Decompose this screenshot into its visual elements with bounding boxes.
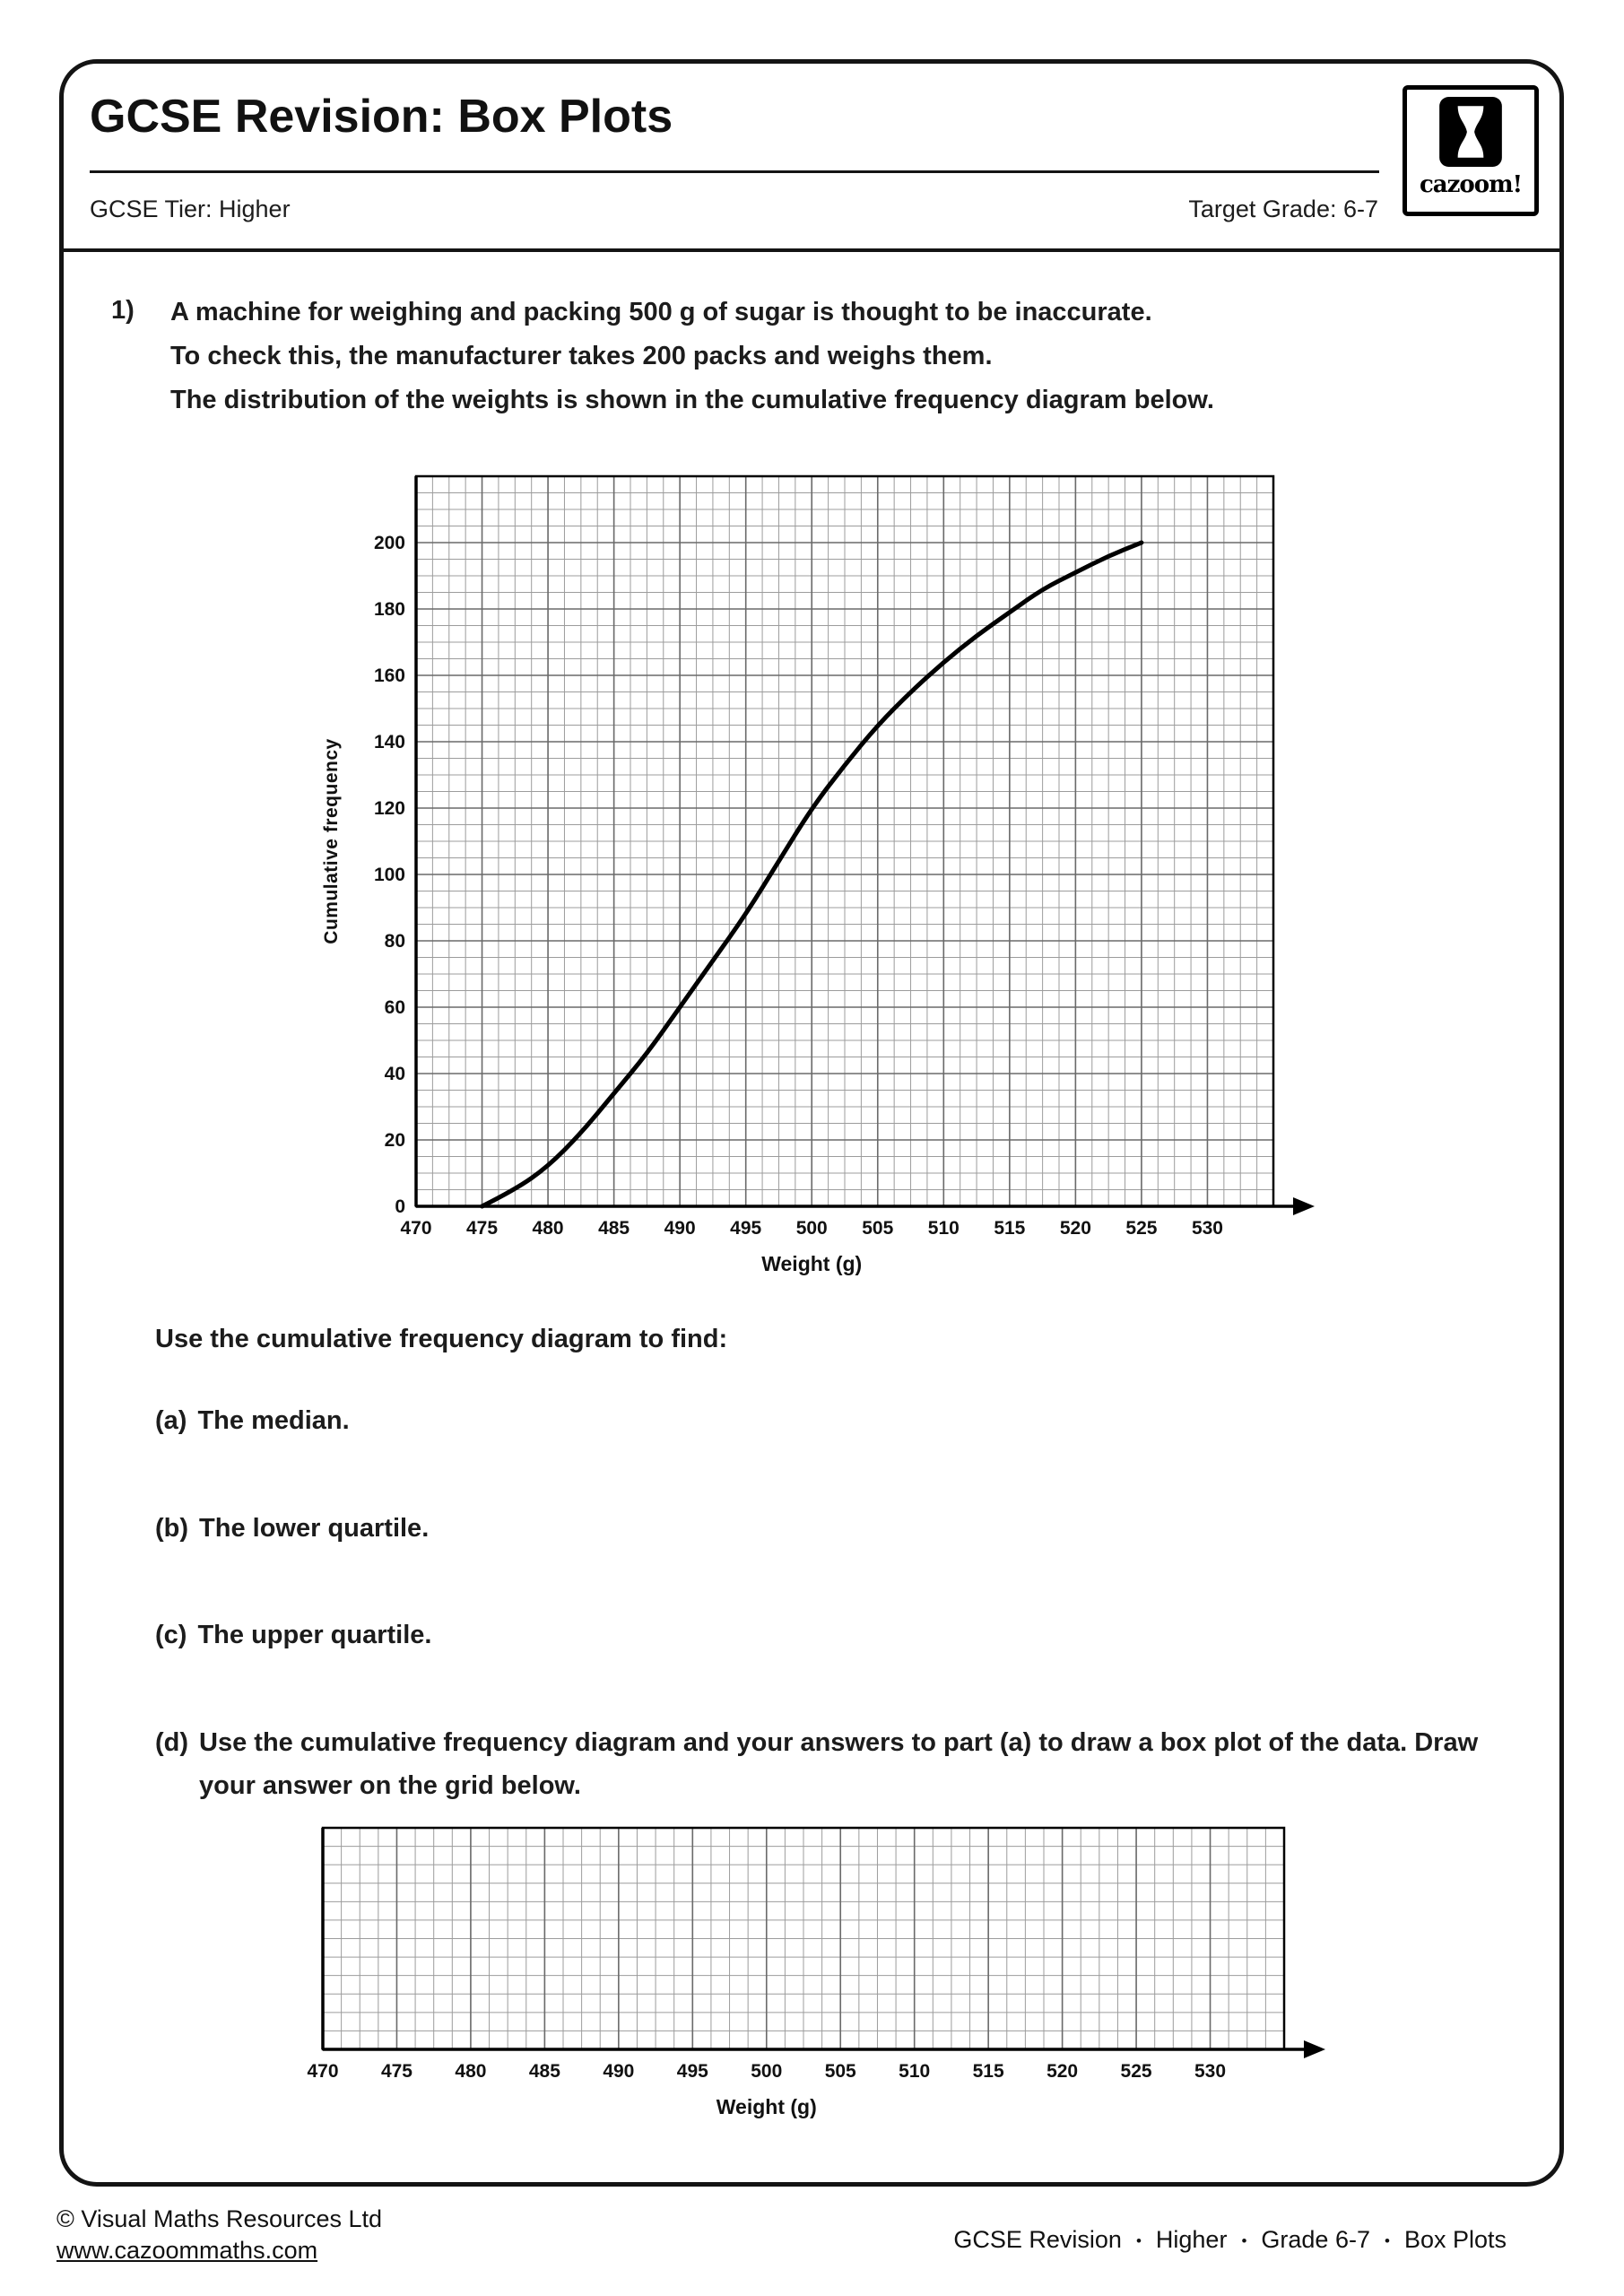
- svg-text:525: 525: [1120, 2061, 1152, 2082]
- svg-text:530: 530: [1194, 2061, 1227, 2082]
- footer-tag: GCSE Revision: [953, 2226, 1122, 2253]
- svg-text:495: 495: [730, 1218, 762, 1239]
- question-line: To check this, the manufacturer takes 200 packs and weighs them.: [170, 342, 993, 370]
- part-text: The lower quartile.: [199, 1514, 430, 1543]
- svg-text:475: 475: [380, 2061, 413, 2082]
- tick-labels: [374, 533, 1223, 1239]
- part-text: The upper quartile.: [197, 1621, 432, 1649]
- question-part-b: [155, 1507, 429, 1550]
- question-part-c: [155, 1613, 431, 1657]
- svg-text:200: 200: [373, 533, 405, 553]
- svg-text:60: 60: [384, 997, 405, 1018]
- part-text: Use the cumulative frequency diagram and your answers to part (a) to draw a box plot of the data. Draw your answer on the grid below.: [199, 1728, 1479, 1800]
- tier-label: GCSE Tier: Higher: [90, 196, 291, 222]
- target-grade-label: Target Grade: 6-7: [1188, 196, 1378, 222]
- cazoom-logo: [1403, 85, 1539, 216]
- svg-text:510: 510: [927, 1218, 960, 1239]
- svg-text:20: 20: [384, 1130, 405, 1151]
- svg-text:480: 480: [532, 1218, 564, 1239]
- axes: [323, 1828, 1325, 2058]
- svg-text:140: 140: [373, 732, 405, 752]
- find-prompt: Use the cumulative frequency diagram to find:: [155, 1325, 728, 1353]
- part-text: The median.: [197, 1406, 350, 1435]
- boxplot-answer-grid: [296, 1817, 1354, 2118]
- x-axis-title: Weight (g): [761, 1252, 863, 1275]
- svg-text:515: 515: [994, 1218, 1026, 1239]
- svg-text:520: 520: [1059, 1218, 1091, 1239]
- svg-text:40: 40: [384, 1064, 405, 1084]
- svg-text:120: 120: [373, 798, 405, 819]
- bullet-separator: •: [1135, 2231, 1142, 2249]
- question-part-d: [155, 1721, 1517, 1807]
- cumulative-frequency-chart: [287, 453, 1345, 1287]
- svg-text:485: 485: [598, 1218, 630, 1239]
- svg-text:500: 500: [751, 2061, 783, 2082]
- svg-text:505: 505: [824, 2061, 856, 2082]
- svg-text:475: 475: [466, 1218, 499, 1239]
- part-label: (d): [155, 1728, 189, 1757]
- grid-minor: [323, 1828, 1284, 2049]
- svg-text:495: 495: [676, 2061, 708, 2082]
- svg-text:100: 100: [373, 865, 405, 885]
- cazoom-logo-text: cazoom!: [1419, 171, 1523, 198]
- part-label: (a): [155, 1406, 187, 1435]
- title-underline: [90, 170, 1379, 173]
- footer-copyright: © Visual Maths Resources Ltd: [56, 2205, 383, 2232]
- x-axis-arrow: [1304, 2040, 1325, 2058]
- svg-text:80: 80: [384, 931, 405, 952]
- part-label: (c): [155, 1621, 187, 1649]
- svg-text:0: 0: [395, 1196, 405, 1217]
- svg-text:520: 520: [1046, 2061, 1079, 2082]
- question-line: A machine for weighing and packing 500 g of sugar is thought to be inaccurate.: [170, 298, 1152, 326]
- part-label: (b): [155, 1514, 189, 1543]
- svg-text:480: 480: [455, 2061, 487, 2082]
- svg-text:470: 470: [400, 1218, 432, 1239]
- svg-text:515: 515: [972, 2061, 1004, 2082]
- header-divider: [61, 248, 1562, 252]
- bullet-separator: •: [1384, 2231, 1390, 2249]
- footer-breadcrumb: [944, 2226, 1515, 2254]
- x-axis-arrow: [1293, 1197, 1315, 1215]
- footer-tag: Grade 6-7: [1261, 2226, 1370, 2253]
- y-axis-title: Cumulative frequency: [321, 738, 342, 944]
- footer-tag: Higher: [1155, 2226, 1228, 2253]
- question-text: [170, 296, 1214, 428]
- page-title: GCSE Revision: Box Plots: [90, 91, 673, 143]
- svg-text:530: 530: [1191, 1218, 1223, 1239]
- svg-text:490: 490: [603, 2061, 635, 2082]
- svg-text:180: 180: [373, 599, 405, 620]
- svg-text:525: 525: [1125, 1218, 1158, 1239]
- cazoom-logo-icon: [1432, 95, 1509, 173]
- x-axis-title: Weight (g): [716, 2095, 817, 2118]
- svg-text:470: 470: [307, 2061, 339, 2082]
- bullet-separator: •: [1241, 2231, 1247, 2249]
- footer-tag: Box Plots: [1403, 2226, 1507, 2253]
- svg-text:160: 160: [373, 665, 405, 686]
- grid-minor: [416, 476, 1273, 1206]
- question-number: 1): [111, 296, 135, 325]
- svg-text:485: 485: [528, 2061, 560, 2082]
- svg-text:490: 490: [664, 1218, 696, 1239]
- footer-website-link[interactable]: www.cazoommaths.com: [56, 2237, 318, 2264]
- svg-text:500: 500: [795, 1218, 828, 1239]
- axes: [416, 476, 1315, 1215]
- svg-text:510: 510: [899, 2061, 931, 2082]
- svg-text:505: 505: [862, 1218, 894, 1239]
- question-part-a: [155, 1399, 350, 1442]
- question-line: The distribution of the weights is shown in the cumulative frequency diagram below.: [170, 386, 1214, 414]
- tick-labels: [307, 2061, 1226, 2082]
